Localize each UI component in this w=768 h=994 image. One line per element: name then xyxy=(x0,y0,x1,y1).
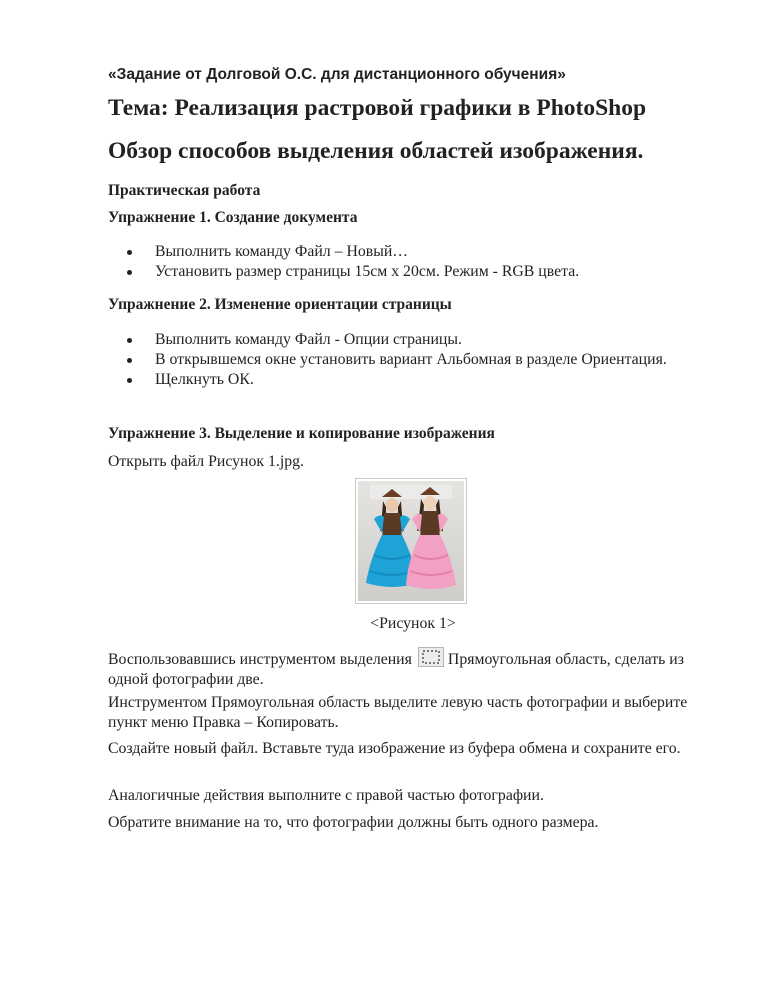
bullet-icon xyxy=(127,358,132,363)
dolls-photo-image xyxy=(356,479,466,603)
list-item: Выполнить команду Файл – Новый… xyxy=(108,242,668,262)
dolls-photo xyxy=(355,478,467,604)
exercise3-title: Упражнение 3. Выделение и копирование изображения xyxy=(108,425,495,442)
exercise2-list xyxy=(108,330,668,390)
list-item: В открывшемся окне установить вариант Альбомная в разделе Ориентация. xyxy=(108,350,668,370)
list-item: Выполнить команду Файл - Опции страницы. xyxy=(108,330,668,350)
tool-instruction: Воспользовавшись инструментом выделения Прямоугольная область, сделать из одной фотографии две. xyxy=(108,647,718,690)
paragraph-copy-left: Инструментом Прямоугольная область выделите левую часть фотографии и выберите пункт меню Правка – Копировать. xyxy=(108,694,688,731)
practical-heading: Практическая работа xyxy=(108,182,261,199)
bullet-icon xyxy=(127,250,132,255)
exercise2-title: Упражнение 2. Изменение ориентации страницы xyxy=(108,296,452,313)
bullet-icon xyxy=(127,378,132,383)
rect-marquee-icon xyxy=(418,647,444,667)
exercise1-title: Упражнение 1. Создание документа xyxy=(108,209,358,226)
overview-title: Обзор способов выделения областей изображения. xyxy=(108,138,644,164)
bullet-icon xyxy=(127,338,132,343)
open-file-text: Открыть файл Рисунок 1.jpg. xyxy=(108,453,304,470)
topic-title: Тема: Реализация растровой графики в PhotoShop xyxy=(108,95,647,121)
assignment-header: «Задание от Долговой О.С. для дистанционного обучения» xyxy=(108,66,566,83)
exercise1-list xyxy=(108,242,668,282)
list-item: Щелкнуть ОК. xyxy=(108,370,668,390)
paragraph-same-size: Обратите внимание на то, что фотографии должны быть одного размера. xyxy=(108,814,599,831)
bullet-icon xyxy=(127,270,132,275)
paragraph-new-file: Создайте новый файл. Вставьте туда изображение из буфера обмена и сохраните его. xyxy=(108,740,681,757)
figure-caption: <Рисунок 1> xyxy=(370,615,456,632)
paragraph-right-part: Аналогичные действия выполните с правой частью фотографии. xyxy=(108,787,544,804)
list-item: Установить размер страницы 15см х 20см. Режим - RGB цвета. xyxy=(108,262,668,282)
